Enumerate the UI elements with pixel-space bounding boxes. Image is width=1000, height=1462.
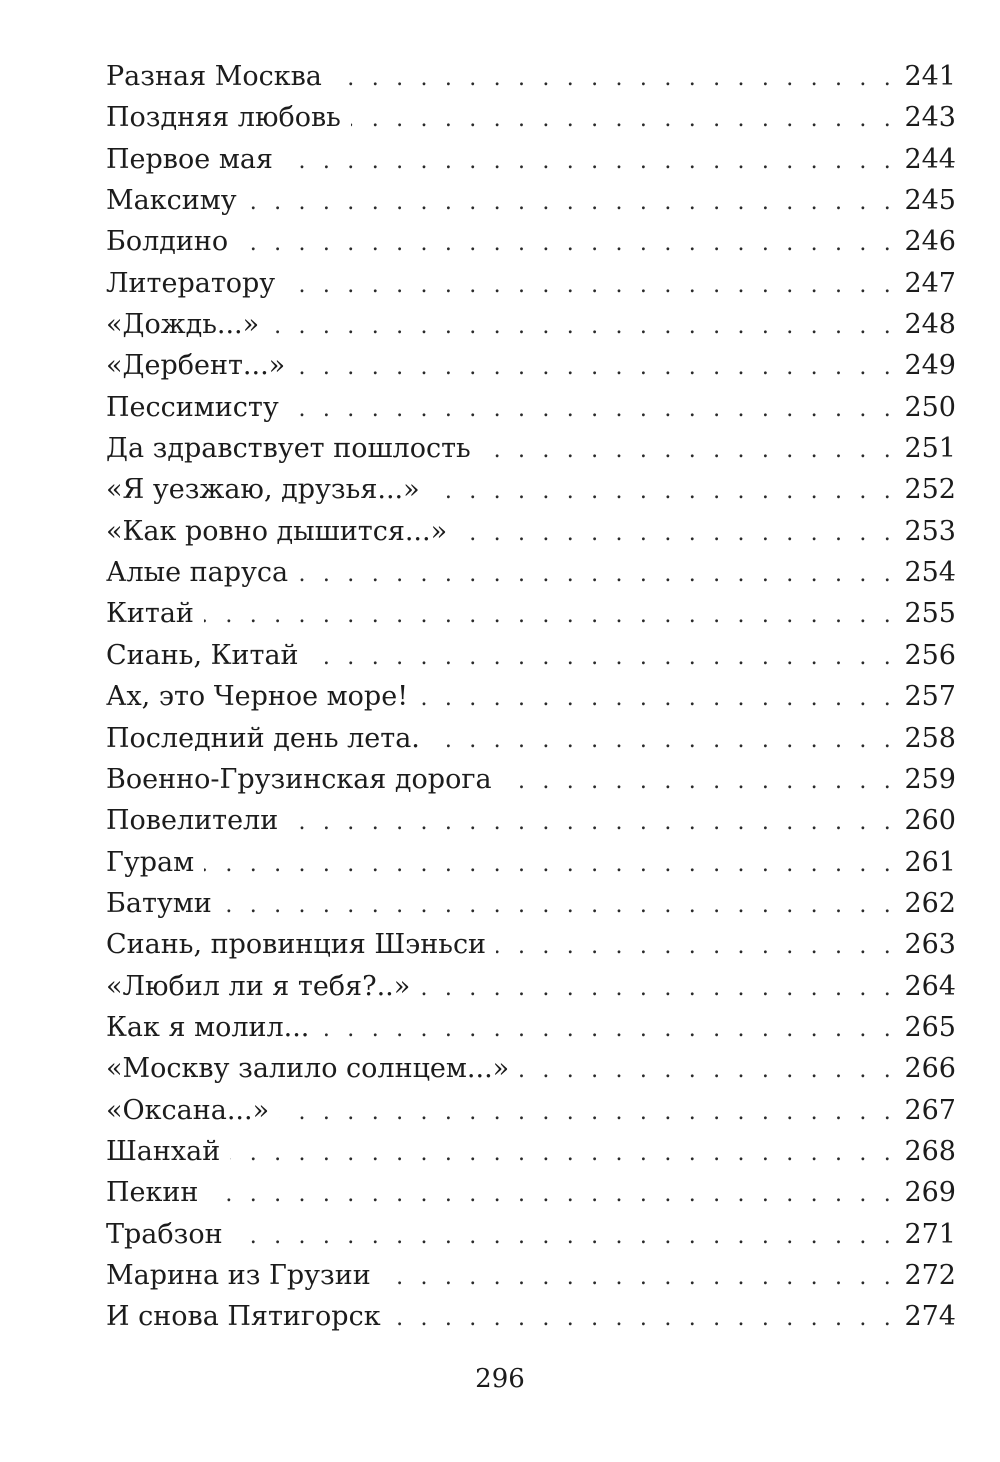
toc-entry[interactable] bbox=[106, 842, 956, 883]
dot-leader bbox=[430, 720, 896, 761]
dot-leader bbox=[457, 513, 896, 554]
toc-entry[interactable] bbox=[106, 924, 956, 965]
toc-entry-title: Литератору bbox=[106, 267, 276, 299]
toc-entry-page: 244 bbox=[904, 143, 956, 175]
toc-entry[interactable] bbox=[106, 800, 956, 841]
dot-leader bbox=[222, 885, 896, 926]
dot-leader bbox=[247, 182, 896, 223]
toc-entry-title: «Дождь...» bbox=[106, 309, 260, 341]
toc-entry[interactable] bbox=[106, 469, 956, 510]
toc-entry-page: 257 bbox=[904, 681, 956, 713]
toc-entry-page: 268 bbox=[904, 1135, 956, 1167]
toc-entry-title: «Дербент...» bbox=[106, 350, 286, 382]
dot-leader bbox=[289, 389, 896, 430]
toc-entry-title: Первое мая bbox=[106, 143, 273, 175]
dot-leader bbox=[238, 223, 896, 264]
toc-entry-title: Болдино bbox=[106, 226, 229, 258]
toc-entry[interactable] bbox=[106, 1131, 956, 1172]
toc-entry-title: Повелители bbox=[106, 805, 279, 837]
toc-entry-page: 258 bbox=[904, 722, 956, 754]
toc-entry[interactable] bbox=[106, 759, 956, 800]
toc-entry-title: Сиань, провинция Шэньси bbox=[106, 929, 487, 961]
toc-entry-page: 255 bbox=[904, 598, 956, 630]
toc-entry[interactable] bbox=[106, 345, 956, 386]
toc-entry-page: 247 bbox=[904, 267, 956, 299]
toc-entry[interactable] bbox=[106, 511, 956, 552]
toc-entry-title: Сиань, Китай bbox=[106, 639, 299, 671]
toc-entry-title: «Я уезжаю, друзья...» bbox=[106, 474, 420, 506]
toc-entry-page: 269 bbox=[904, 1177, 956, 1209]
toc-entry-page: 263 bbox=[904, 929, 956, 961]
toc-entry-title: Да здравствует пошлость bbox=[106, 433, 471, 465]
dot-leader bbox=[391, 1298, 896, 1339]
toc-entry-title: Ах, это Черное море! bbox=[106, 681, 409, 713]
toc-entry[interactable] bbox=[106, 593, 956, 634]
dot-leader bbox=[502, 761, 896, 802]
toc-entry-page: 249 bbox=[904, 350, 956, 382]
dot-leader bbox=[332, 58, 896, 99]
toc-entry[interactable] bbox=[106, 552, 956, 593]
dot-leader bbox=[519, 1050, 896, 1091]
toc-entry[interactable] bbox=[106, 635, 956, 676]
toc-entry[interactable] bbox=[106, 387, 956, 428]
dot-leader bbox=[208, 1174, 896, 1215]
dot-leader bbox=[496, 926, 896, 967]
toc-entry-title: Пекин bbox=[106, 1177, 199, 1209]
toc-entry-page: 250 bbox=[904, 391, 956, 423]
toc-entry[interactable] bbox=[106, 263, 956, 304]
toc-entry-page: 245 bbox=[904, 185, 956, 217]
toc-entry-page: 264 bbox=[904, 970, 956, 1002]
dot-leader bbox=[204, 844, 896, 885]
toc-entry[interactable] bbox=[106, 1214, 956, 1255]
toc-entry-page: 271 bbox=[904, 1218, 956, 1250]
toc-entry-title: «Москву залило солнцем...» bbox=[106, 1053, 510, 1085]
dot-leader bbox=[285, 265, 896, 306]
toc-entry[interactable] bbox=[106, 304, 956, 345]
toc-entry-page: 252 bbox=[904, 474, 956, 506]
toc-entry-page: 267 bbox=[904, 1094, 956, 1126]
dot-leader bbox=[233, 1216, 896, 1257]
toc-entry-title: Поздняя любовь bbox=[106, 102, 341, 134]
toc-entry-page: 266 bbox=[904, 1053, 956, 1085]
dot-leader bbox=[288, 802, 896, 843]
dot-leader bbox=[230, 1133, 896, 1174]
toc-entry-title: Китай bbox=[106, 598, 194, 630]
dot-leader bbox=[381, 1257, 896, 1298]
toc-entry-page: 243 bbox=[904, 102, 956, 134]
toc-entry-page: 246 bbox=[904, 226, 956, 258]
toc-entry[interactable] bbox=[106, 180, 956, 221]
toc-entry-title: Марина из Грузии bbox=[106, 1259, 371, 1291]
toc-entry-title: Алые паруса bbox=[106, 557, 289, 589]
table-of-contents bbox=[106, 56, 956, 1338]
toc-entry-title: «Любил ли я тебя?..» bbox=[106, 970, 411, 1002]
toc-entry-title: «Оксана...» bbox=[106, 1094, 270, 1126]
dot-leader bbox=[430, 471, 896, 512]
toc-entry[interactable] bbox=[106, 1090, 956, 1131]
toc-entry-title: Разная Москва bbox=[106, 61, 322, 92]
toc-entry-page: 265 bbox=[904, 1011, 956, 1043]
toc-entry[interactable] bbox=[106, 97, 956, 138]
dot-leader bbox=[309, 637, 896, 678]
dot-leader bbox=[298, 554, 896, 595]
dot-leader bbox=[279, 1092, 896, 1133]
toc-entry-page: 272 bbox=[904, 1259, 956, 1291]
dot-leader bbox=[283, 141, 896, 182]
dot-leader bbox=[319, 1009, 896, 1050]
dot-leader bbox=[269, 306, 896, 347]
toc-entry[interactable] bbox=[106, 718, 956, 759]
toc-entry-title: Военно-Грузинская дорога bbox=[106, 763, 492, 795]
toc-entry-title: «Как ровно дышится...» bbox=[106, 515, 448, 547]
dot-leader bbox=[481, 430, 896, 471]
toc-entry-page: 253 bbox=[904, 515, 956, 547]
toc-entry[interactable] bbox=[106, 221, 956, 262]
toc-entry[interactable] bbox=[106, 139, 956, 180]
toc-entry[interactable] bbox=[106, 966, 956, 1007]
toc-entry-title: Трабзон bbox=[106, 1218, 223, 1250]
toc-entry-title: И снова Пятигорск bbox=[106, 1301, 381, 1333]
toc-entry-title: Пессимисту bbox=[106, 391, 279, 423]
toc-entry[interactable] bbox=[106, 428, 956, 469]
toc-entry-title: Максиму bbox=[106, 185, 237, 217]
toc-entry-page: 259 bbox=[904, 763, 956, 795]
toc-entry-page: 261 bbox=[904, 846, 956, 878]
toc-entry[interactable] bbox=[106, 1172, 956, 1213]
toc-entry-page: 248 bbox=[904, 309, 956, 341]
dot-leader bbox=[295, 347, 896, 388]
toc-entry-title: Шанхай bbox=[106, 1135, 221, 1167]
toc-entry-page: 241 bbox=[904, 61, 956, 92]
dot-leader bbox=[418, 678, 896, 719]
toc-entry[interactable] bbox=[106, 676, 956, 717]
toc-entry-page: 254 bbox=[904, 557, 956, 589]
dot-leader bbox=[351, 99, 896, 140]
toc-entry[interactable] bbox=[106, 1048, 956, 1089]
toc-entry[interactable] bbox=[106, 883, 956, 924]
toc-entry-page: 256 bbox=[904, 639, 956, 671]
toc-entry-page: 260 bbox=[904, 805, 956, 837]
dot-leader bbox=[204, 595, 896, 636]
toc-entry-title: Батуми bbox=[106, 887, 212, 919]
toc-entry[interactable] bbox=[106, 1255, 956, 1296]
toc-entry[interactable] bbox=[106, 56, 956, 97]
toc-entry[interactable] bbox=[106, 1296, 956, 1337]
toc-entry-page: 251 bbox=[904, 433, 956, 465]
toc-entry-page: 274 bbox=[904, 1301, 956, 1333]
toc-entry-title: Последний день лета. bbox=[106, 722, 420, 754]
dot-leader bbox=[420, 968, 896, 1009]
toc-entry-title: Как я молил... bbox=[106, 1011, 310, 1043]
toc-entry-title: Гурам bbox=[106, 846, 195, 878]
toc-entry-page: 262 bbox=[904, 887, 956, 919]
toc-entry[interactable] bbox=[106, 1007, 956, 1048]
page-number: 296 bbox=[475, 1364, 525, 1394]
